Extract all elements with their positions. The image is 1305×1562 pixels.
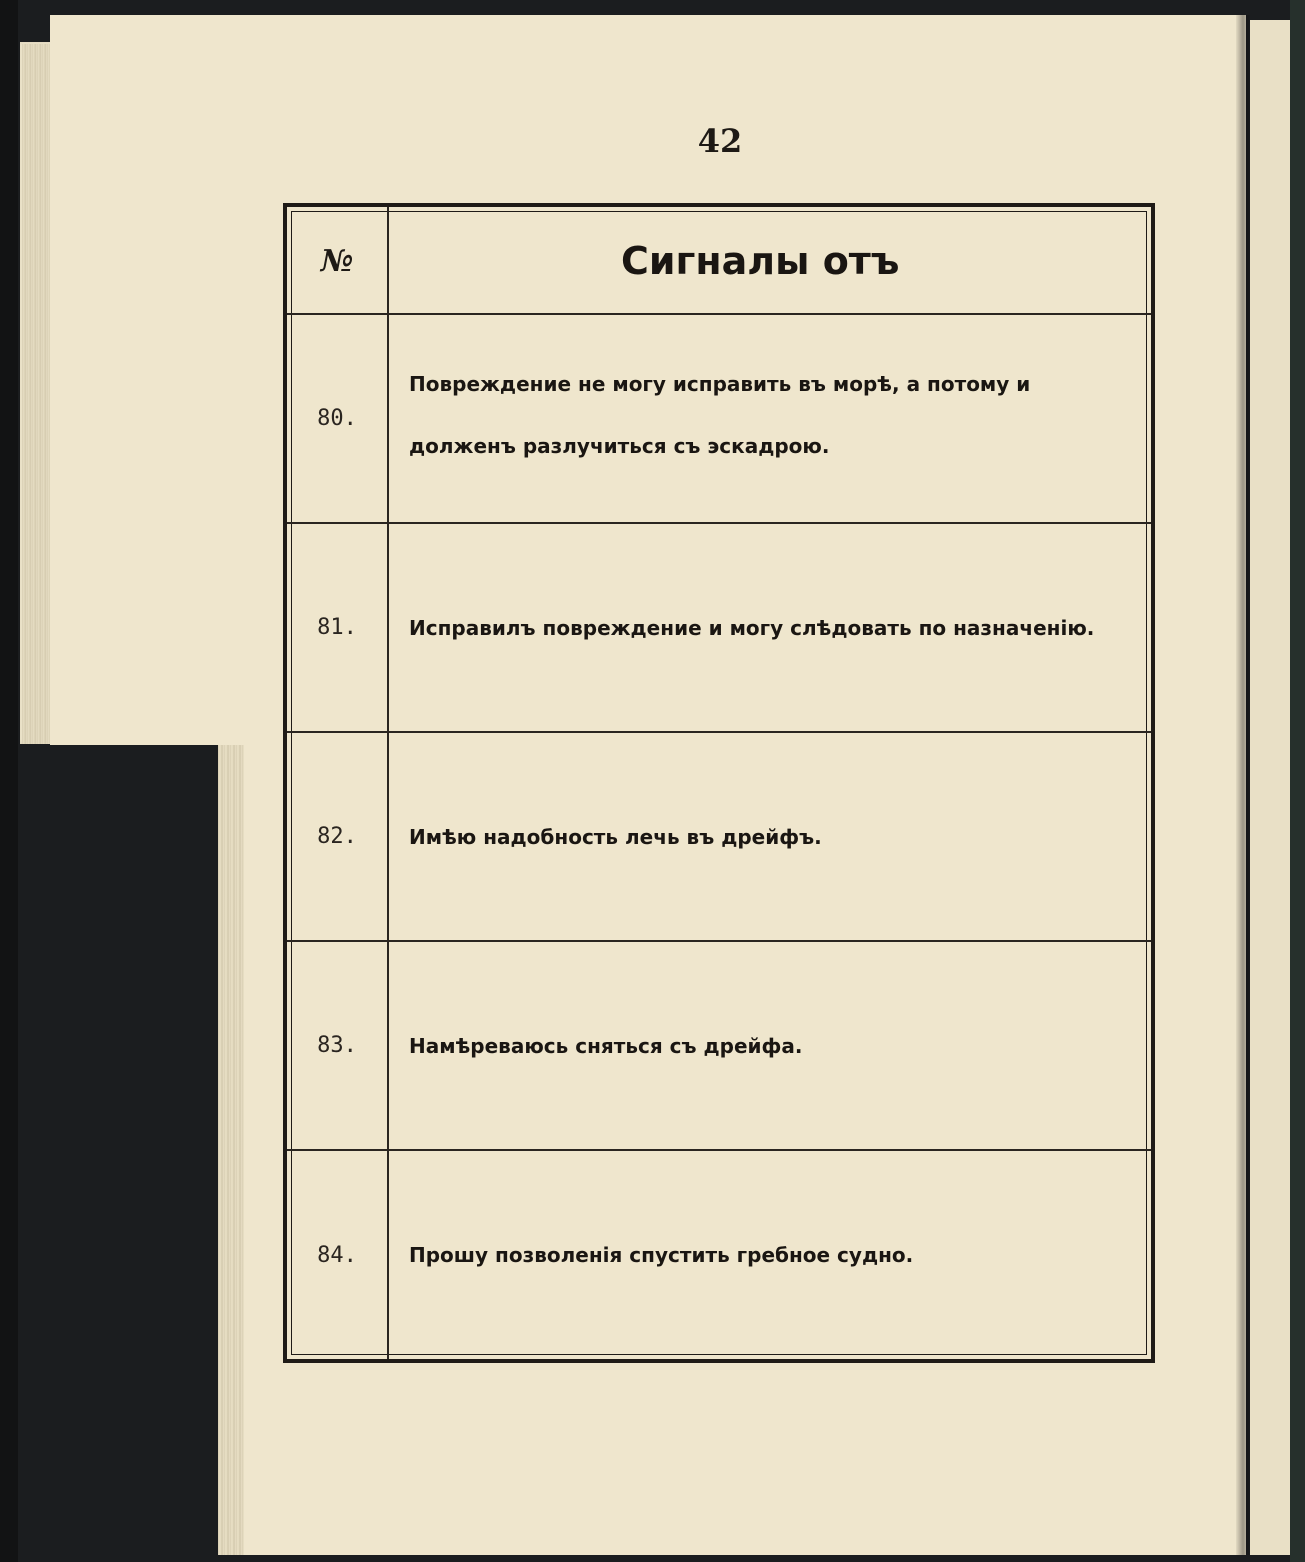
signal-table [283, 203, 1155, 1363]
table-row [287, 315, 1151, 524]
table-row [287, 942, 1151, 1151]
table-header [287, 207, 1151, 315]
signal-number: 82. [317, 824, 357, 849]
table-row [287, 1151, 1151, 1359]
signal-number: 81. [317, 615, 357, 640]
number-column-header: № [320, 243, 354, 279]
signal-text: Прошу позволенія спустить гребное судно. [409, 1243, 914, 1267]
book-gutter [1236, 15, 1250, 1555]
table-row [287, 524, 1151, 733]
next-page [1250, 20, 1290, 1555]
signal-text: Намѣреваюсь сняться съ дрейфа. [409, 1033, 803, 1058]
signal-text: Исправилъ повреждение и могу слѣдовать по назначенію. [409, 615, 1095, 640]
scanner-edge-left [0, 0, 18, 1562]
scanner-edge-right [1290, 0, 1305, 1562]
table-title: Сигналы отъ [621, 239, 900, 283]
signal-number: 83. [317, 1033, 357, 1058]
signal-number: 80. [317, 406, 357, 431]
page-stack-edges [218, 745, 244, 1555]
page-number: 42 [697, 122, 743, 160]
signal-text: Повреждение не могу исправить въ морѣ, а потому и долженъ разлучиться съ эскадрою. [409, 372, 1031, 458]
table-row [287, 733, 1151, 942]
signal-number: 84. [317, 1242, 357, 1268]
signal-text: Имѣю надобность лечь въ дрейфъ. [409, 824, 822, 849]
